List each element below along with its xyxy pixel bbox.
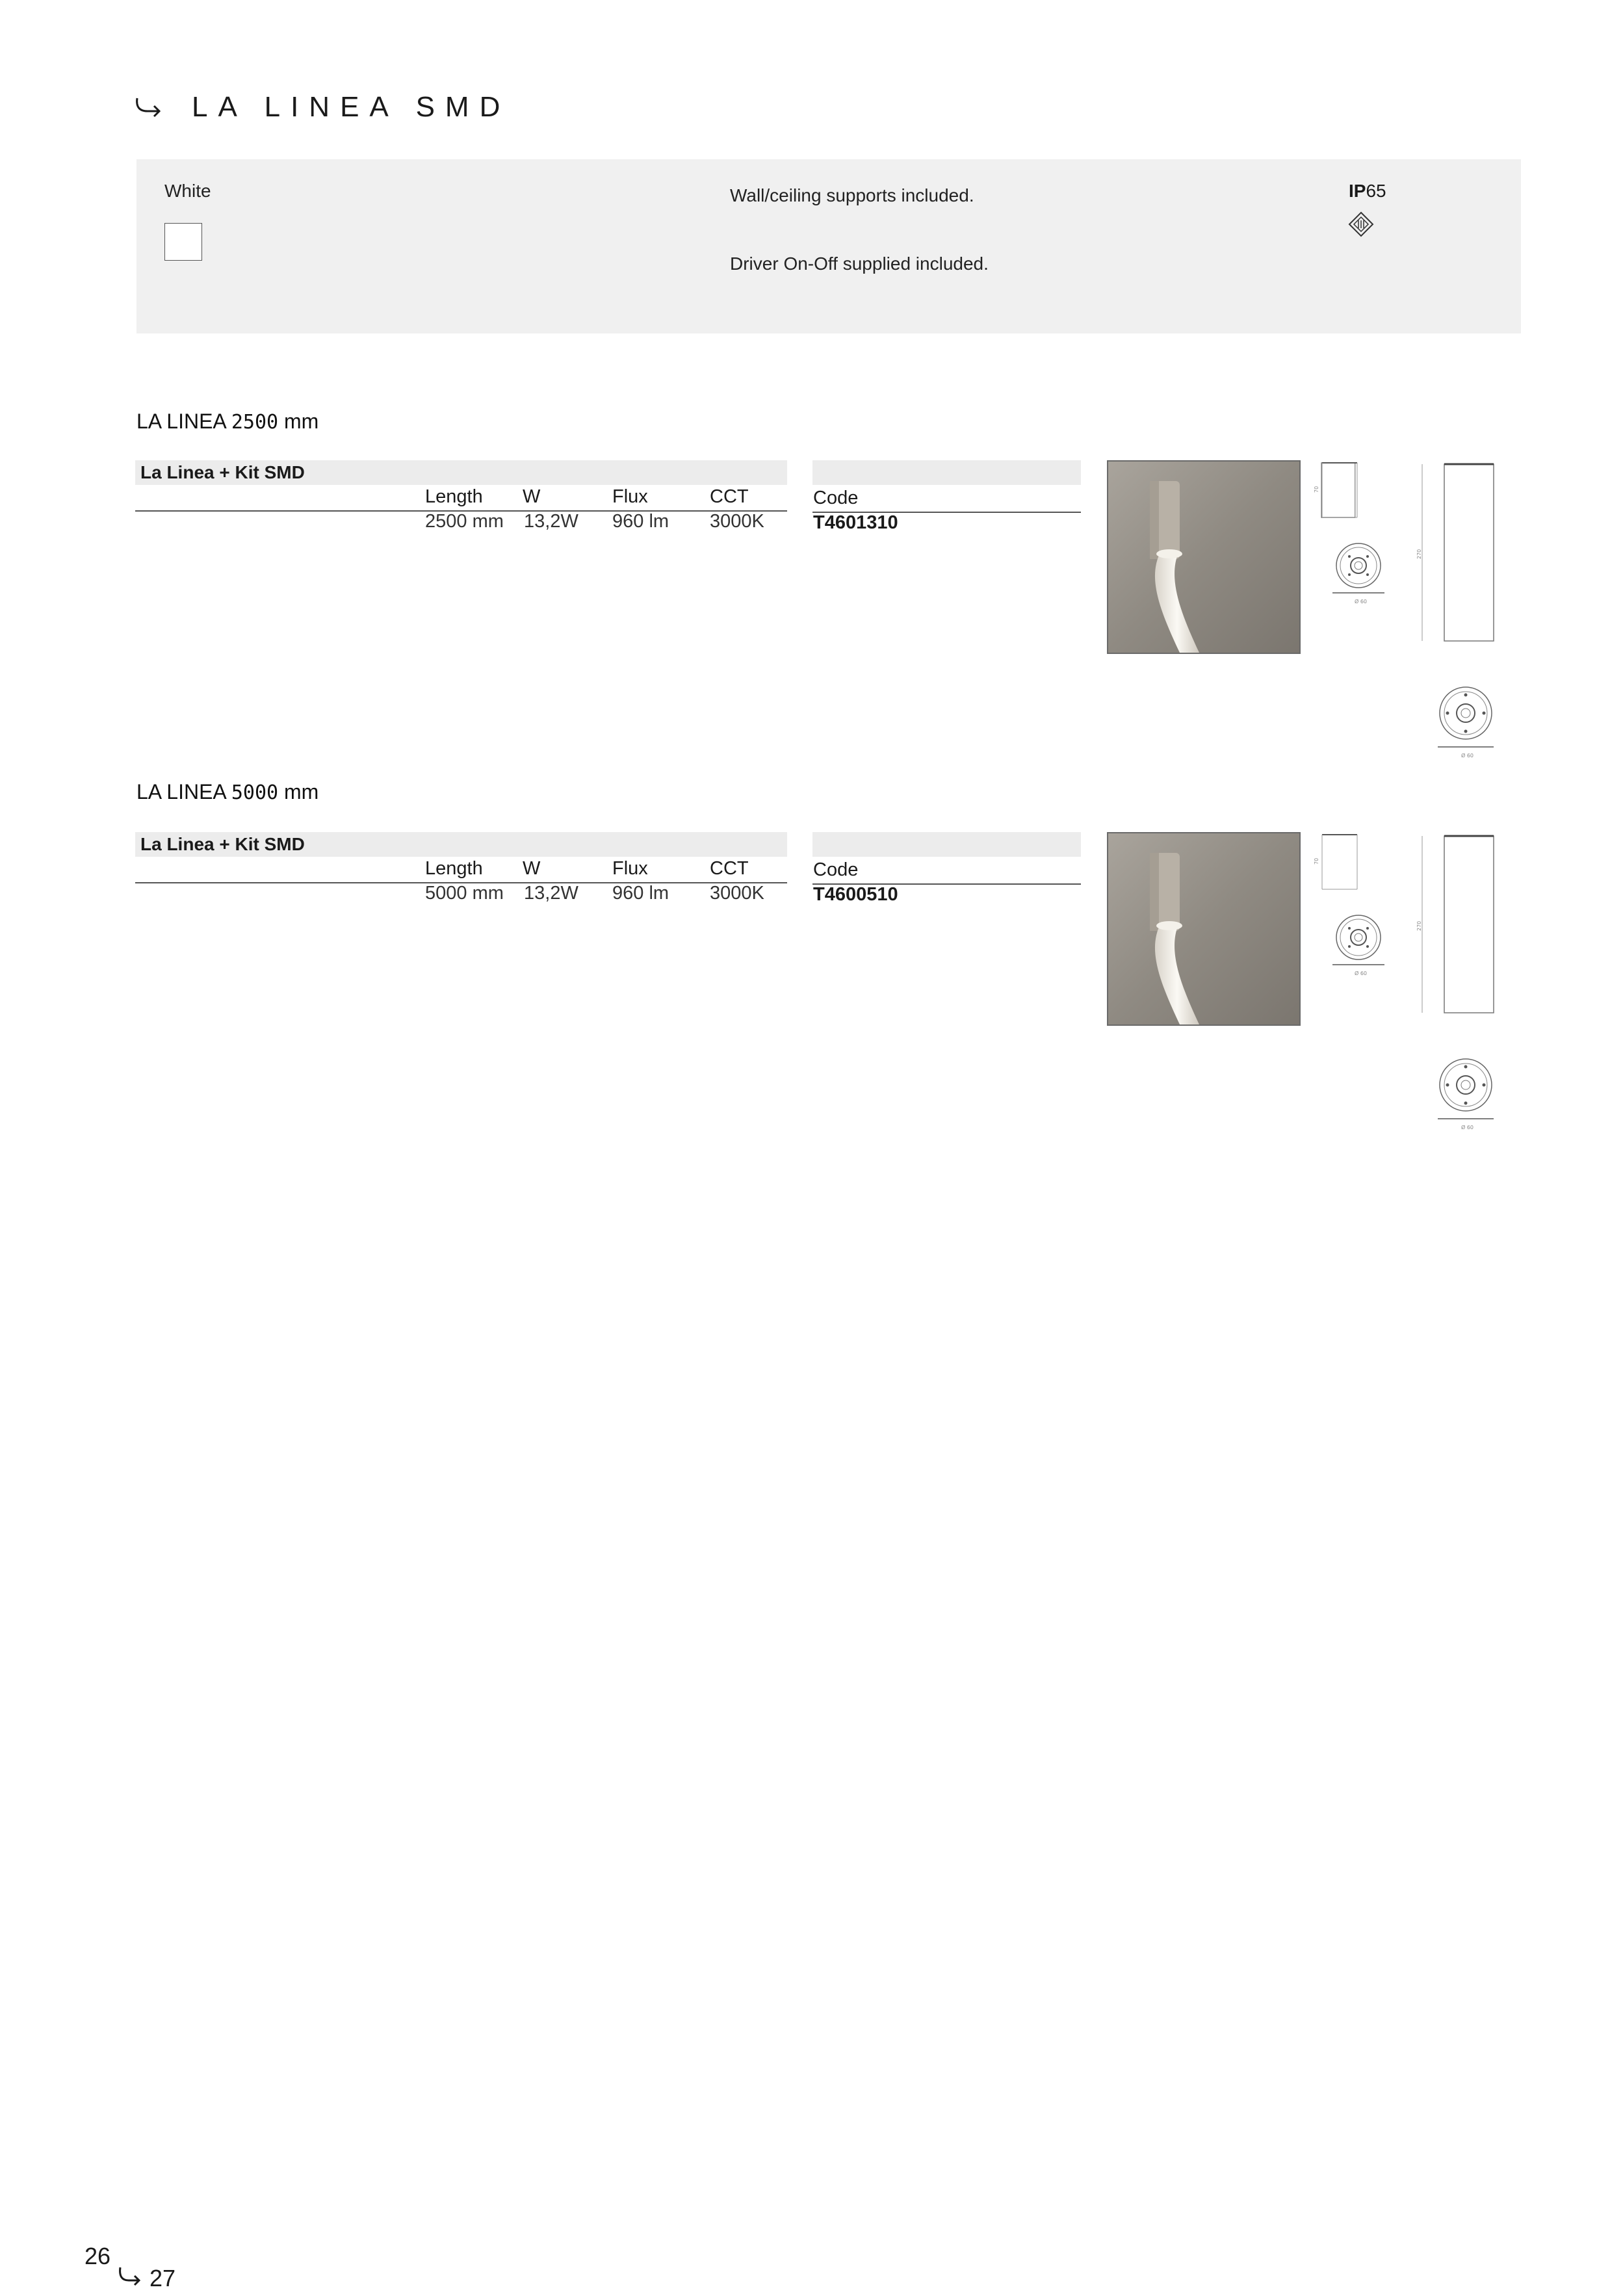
kit-label: La Linea + Kit SMD — [140, 834, 305, 854]
svg-text:Ø 60: Ø 60 — [1461, 1125, 1474, 1130]
watt-header: W — [523, 486, 541, 507]
page-number-right: 27 — [149, 2265, 176, 2291]
hook-arrow-right-icon — [133, 94, 163, 120]
base-view-drawing — [1430, 1051, 1501, 1136]
svg-text:70: 70 — [1314, 486, 1319, 493]
svg-text:70: 70 — [1314, 857, 1319, 865]
length-header: Length — [425, 858, 483, 879]
cct-header: CCT — [710, 858, 749, 879]
code-bar — [812, 832, 1081, 857]
product-code: T4601310 — [813, 512, 898, 533]
flux-value: 960 lm — [612, 883, 669, 904]
product-code: T4600510 — [813, 884, 898, 905]
supports-note: Wall/ceiling supports included. — [730, 185, 974, 205]
watt-header: W — [523, 858, 541, 879]
product-title: LA LINEA 2500 mm — [136, 410, 319, 434]
length-header: Length — [425, 486, 483, 507]
cct-value: 3000K — [710, 883, 764, 904]
length-value: 5000 mm — [425, 883, 504, 904]
side-view-drawing — [1300, 827, 1365, 892]
svg-text:Ø 60: Ø 60 — [1355, 599, 1368, 605]
kit-bar — [135, 832, 787, 857]
flux-value: 960 lm — [612, 511, 669, 532]
flux-header: Flux — [612, 486, 648, 507]
finish-swatch — [164, 223, 202, 261]
kit-label: La Linea + Kit SMD — [140, 462, 305, 482]
cct-value: 3000K — [710, 511, 764, 532]
page-number-left: 26 — [84, 2243, 111, 2269]
watt-value: 13,2W — [524, 883, 578, 904]
product-photo — [1107, 832, 1301, 1026]
base-view-drawing — [1430, 679, 1501, 764]
code-header: Code — [813, 488, 859, 508]
top-view-drawing — [1326, 911, 1391, 983]
svg-text:270: 270 — [1416, 549, 1422, 559]
watt-value: 13,2W — [524, 511, 578, 532]
flux-header: Flux — [612, 858, 648, 879]
hook-arrow-right-icon — [117, 2265, 143, 2288]
length-view-drawing — [1410, 455, 1501, 650]
top-view-drawing — [1326, 540, 1391, 611]
code-header: Code — [813, 859, 859, 880]
product-title: LA LINEA 5000 mm — [136, 780, 319, 804]
driver-note: Driver On-Off supplied included. — [730, 254, 989, 274]
svg-text:Ø 60: Ø 60 — [1461, 753, 1474, 759]
length-value: 2500 mm — [425, 511, 504, 532]
svg-text:Ø 60: Ø 60 — [1355, 971, 1368, 976]
ip-rating: IP65 — [1349, 181, 1386, 201]
page-header — [133, 88, 510, 127]
kit-bar — [135, 460, 787, 485]
side-view-drawing — [1300, 455, 1365, 520]
code-bar — [812, 460, 1081, 485]
product-photo — [1107, 460, 1301, 654]
insulation-class-icon — [1348, 211, 1374, 237]
finish-label: White — [164, 181, 211, 201]
length-view-drawing — [1410, 827, 1501, 1022]
cct-header: CCT — [710, 486, 749, 507]
page-title: LA LINEA SMD — [192, 91, 511, 123]
svg-text:270: 270 — [1416, 920, 1422, 931]
